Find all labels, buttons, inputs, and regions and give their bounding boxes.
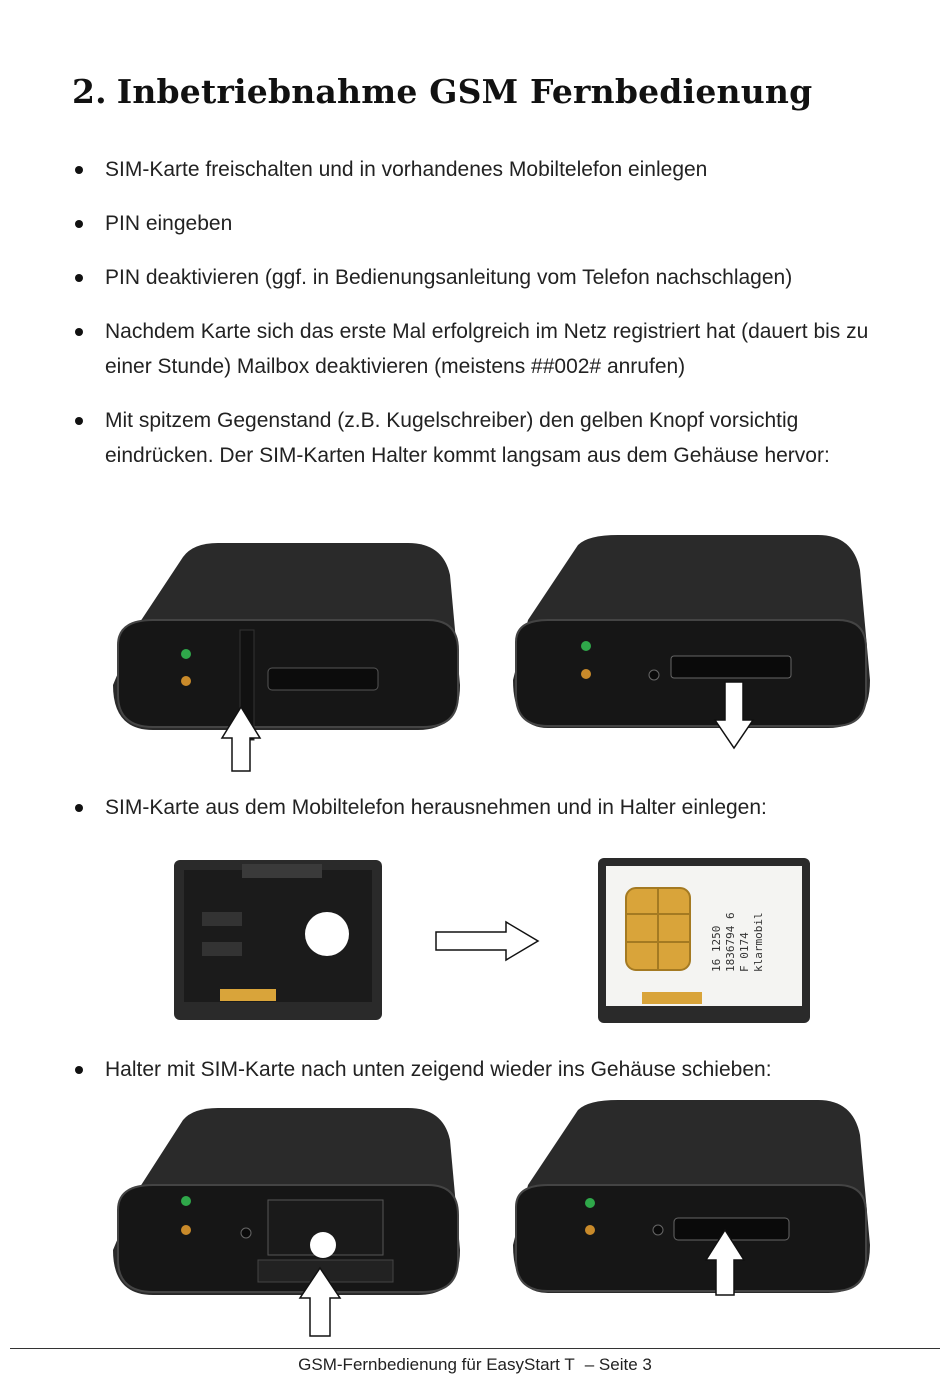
bullet-icon bbox=[75, 417, 83, 425]
device-eject-photo bbox=[108, 535, 463, 775]
page-title bbox=[72, 72, 812, 111]
sim-print-line: F 0174 bbox=[738, 932, 751, 972]
insert-holder-photo bbox=[108, 1100, 463, 1340]
sim-print-line: klarmobil bbox=[752, 912, 765, 972]
sim-print-line: 1836794 6 bbox=[724, 912, 737, 972]
holder-ejected-photo bbox=[508, 530, 876, 770]
bullet-icon bbox=[75, 274, 83, 282]
list-item bbox=[105, 403, 885, 473]
bullet-icon bbox=[75, 220, 83, 228]
bullet-icon bbox=[75, 1066, 83, 1074]
list-item-text: Nachdem Karte sich das erste Mal erfolgreich im Netz registriert hat (dauert bis zu einer Stunde) Mailbox deaktivieren (meistens ##002# anrufen) bbox=[105, 320, 869, 378]
list-item bbox=[105, 1052, 895, 1087]
bullet-icon bbox=[75, 166, 83, 174]
footer-divider bbox=[10, 1348, 940, 1349]
holder-with-sim-photo bbox=[590, 852, 818, 1032]
list-item-text: SIM-Karte aus dem Mobiltelefon herausnehmen und in Halter einlegen: bbox=[105, 796, 767, 819]
list-item-text: SIM-Karte freischalten und in vorhandenes Mobiltelefon einlegen bbox=[105, 158, 708, 181]
list-item-text: Halter mit SIM-Karte nach unten zeigend wieder ins Gehäuse schieben: bbox=[105, 1058, 772, 1081]
list-item bbox=[105, 206, 895, 241]
section-number: 2. bbox=[72, 72, 107, 111]
empty-holder-photo bbox=[162, 852, 390, 1032]
holder-inserted-photo bbox=[508, 1095, 876, 1335]
footer-title: GSM-Fernbedienung für EasyStart T bbox=[298, 1355, 575, 1374]
list-item bbox=[105, 314, 895, 384]
list-item bbox=[105, 152, 895, 187]
list-item bbox=[105, 260, 895, 295]
bullet-icon bbox=[75, 804, 83, 812]
arrow-right-icon bbox=[432, 918, 544, 964]
list-item-text: PIN eingeben bbox=[105, 212, 233, 235]
sim-print-line: 16 1250 bbox=[710, 925, 723, 972]
list-item-text: PIN deaktivieren (ggf. in Bedienungsanleitung vom Telefon nachschlagen) bbox=[105, 266, 793, 289]
page-number: – Seite 3 bbox=[584, 1355, 652, 1374]
page-footer bbox=[0, 1355, 950, 1375]
section-title: Inbetriebnahme GSM Fernbedienung bbox=[116, 72, 813, 111]
list-item-text: Mit spitzem Gegenstand (z.B. Kugelschreiber) den gelben Knopf vorsichtig eindrücken. Der SIM-Karten Halter kommt langsam aus dem Gehäuse hervor: bbox=[105, 409, 830, 467]
bullet-icon bbox=[75, 328, 83, 336]
list-item bbox=[105, 790, 895, 825]
